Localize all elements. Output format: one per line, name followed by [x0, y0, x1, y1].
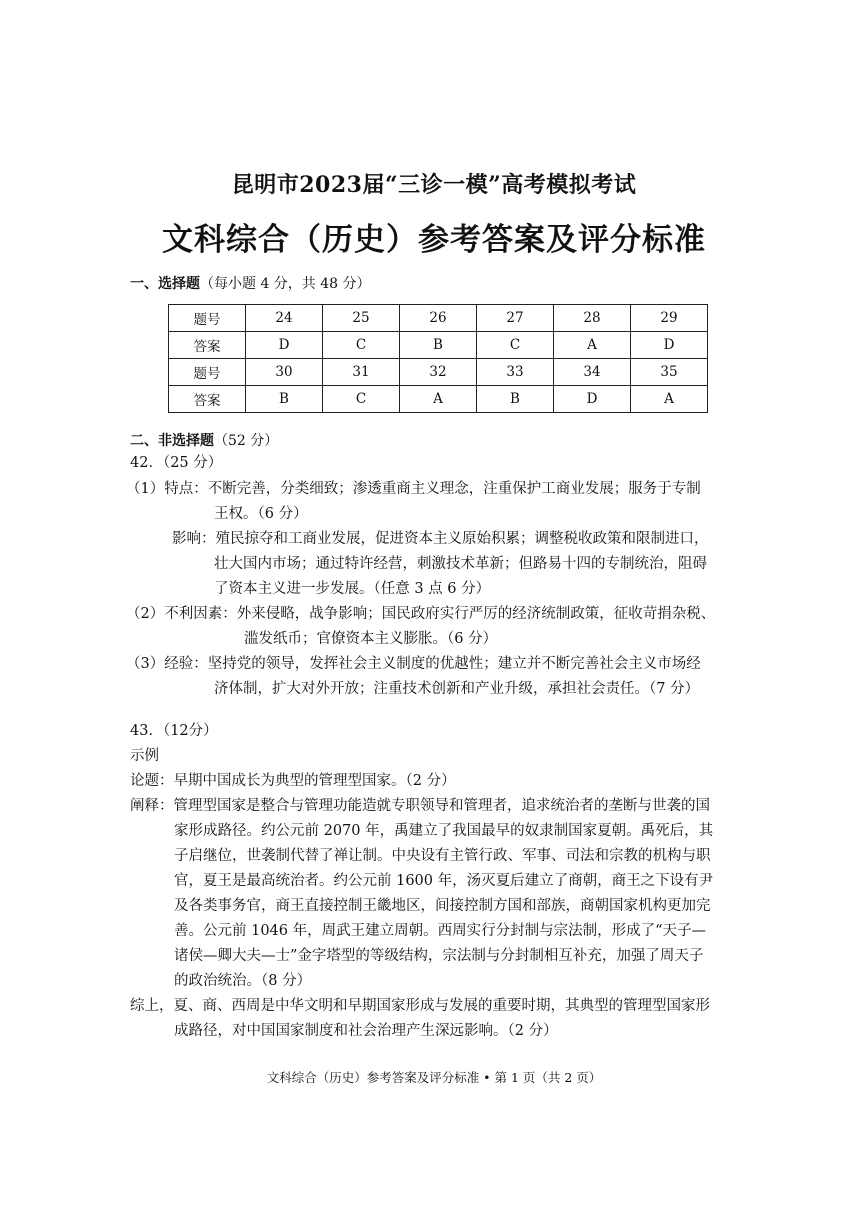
- table-cell: 30: [246, 359, 323, 386]
- table-cell: C: [477, 332, 554, 359]
- table-cell: 答案: [169, 332, 246, 359]
- table-cell: 35: [631, 359, 708, 386]
- table-cell: 题号: [169, 359, 246, 386]
- answer-line: 及各类事务官，商王直接控制王畿地区，间接控制方国和部族，商朝国家机构更加完: [174, 898, 711, 914]
- answer-line: 综上，夏、商、西周是中华文明和早期国家形成与发展的重要时期，其典型的管理型国家形: [130, 998, 710, 1014]
- answer-line: 王权。（6 分）: [214, 506, 308, 522]
- table-cell: 29: [631, 305, 708, 332]
- table-cell: D: [246, 332, 323, 359]
- answer-line: （2）不利因素：外来侵略，战争影响；国民政府实行严厉的经济统制政策，征收苛捐杂税、: [126, 606, 716, 622]
- table-cell: 答案: [169, 386, 246, 413]
- section-1-note: （每小题 4 分，共 48 分）: [200, 276, 371, 292]
- table-cell: A: [400, 386, 477, 413]
- table-cell: A: [631, 386, 708, 413]
- table-cell: 31: [323, 359, 400, 386]
- answer-line: 滥发纸币；官僚资本主义膨胀。（6 分）: [244, 631, 498, 647]
- table-cell: 25: [323, 305, 400, 332]
- example-label: 示例: [130, 748, 159, 764]
- table-cell: C: [323, 386, 400, 413]
- table-cell: 题号: [169, 305, 246, 332]
- answer-line: （1）特点：不断完善，分类细致；渗透重商主义理念，注重保护工商业发展；服务于专制: [126, 481, 701, 497]
- table-cell: 24: [246, 305, 323, 332]
- answer-line: 成路径，对中国国家制度和社会治理产生深远影响。（2 分）: [174, 1023, 558, 1039]
- table-cell: 28: [554, 305, 631, 332]
- table-cell: B: [246, 386, 323, 413]
- table-cell: B: [400, 332, 477, 359]
- section-1-heading: [130, 273, 371, 293]
- answer-line: 了资本主义进一步发展。（任意 3 点 6 分）: [214, 581, 491, 597]
- answer-line: 子启继位，世袭制代替了禅让制。中央设有主管行政、军事、司法和宗教的机构与职: [174, 848, 711, 864]
- answer-line: 济体制，扩大对外开放；注重技术创新和产业升级，承担社会责任。（7 分）: [214, 681, 700, 697]
- table-cell: A: [554, 332, 631, 359]
- table-cell: 33: [477, 359, 554, 386]
- table-row: [169, 359, 708, 386]
- answer-line: 阐释：管理型国家是整合与管理功能造就专职领导和管理者，追求统治者的垄断与世袭的国: [130, 798, 710, 814]
- answer-line: 论题：早期中国成长为典型的管理型国家。（2 分）: [130, 773, 456, 789]
- answer-line: 家形成路径。约公元前 2070 年，禹建立了我国最早的奴隶制国家夏朝。禹死后，其: [174, 823, 714, 839]
- answer-line: 官，夏王是最高统治者。约公元前 1600 年，汤灭夏后建立了商朝，商王之下设有尹: [174, 873, 714, 889]
- section-2-label: 二、非选择题: [130, 433, 214, 449]
- answer-line: （3）经验：坚持党的领导，发挥社会主义制度的优越性；建立并不断完善社会主义市场经: [126, 656, 701, 672]
- answer-line: 影响：殖民掠夺和工商业发展，促进资本主义原始积累；调整税收政策和限制进口，: [172, 531, 709, 547]
- section-2-heading: [130, 430, 278, 450]
- answer-table: [168, 304, 708, 413]
- table-cell: D: [631, 332, 708, 359]
- question-43-heading: 43．（12分）: [130, 723, 218, 739]
- answer-line: 诸侯—卿大夫—士”金字塔型的等级结构，宗法制与分封制相互补充，加强了周天子: [174, 948, 704, 964]
- section-1-label: 一、选择题: [130, 276, 200, 292]
- table-cell: D: [554, 386, 631, 413]
- table-row: [169, 305, 708, 332]
- table-cell: 32: [400, 359, 477, 386]
- table-row: [169, 332, 708, 359]
- answer-line: 的政治统治。（8 分）: [174, 973, 312, 989]
- answer-line: 壮大国内市场；通过特许经营，刺激技术革新；但路易十四的专制统治，阻碍: [214, 556, 707, 572]
- answer-line: 善。公元前 1046 年，周武王建立周朝。西周实行分封制与宗法制，形成了“天子—: [174, 923, 707, 939]
- table-cell: 34: [554, 359, 631, 386]
- table-cell: C: [323, 332, 400, 359]
- table-cell: 26: [400, 305, 477, 332]
- page-footer: 文科综合（历史）参考答案及评分标准 • 第 1 页（共 2 页）: [266, 1070, 602, 1085]
- section-2-note: （52 分）: [214, 433, 279, 449]
- question-42-heading: 42．（25 分）: [130, 455, 223, 471]
- table-cell: B: [477, 386, 554, 413]
- table-cell: 27: [477, 305, 554, 332]
- exam-title: 昆明市2023届“三诊一模”高考模拟考试: [231, 172, 637, 198]
- document-title: 文科综合（历史）参考答案及评分标准: [162, 222, 706, 258]
- table-row: [169, 386, 708, 413]
